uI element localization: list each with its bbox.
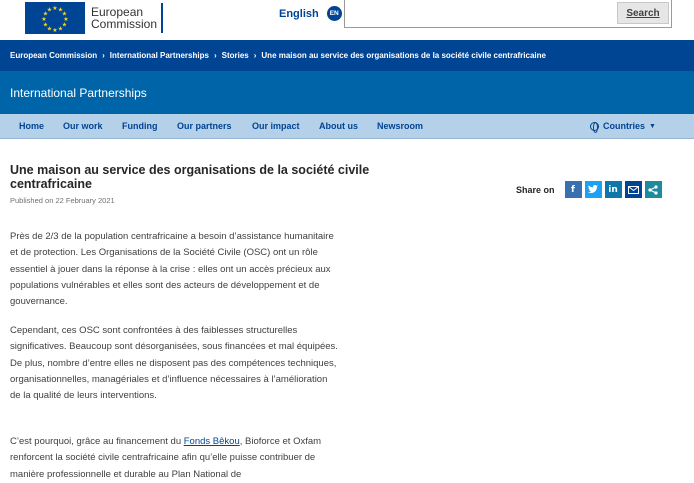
language-label[interactable]: English: [279, 7, 319, 20]
paragraph-3-text-before: C’est pourquoi, grâce au financement du: [10, 436, 184, 447]
svg-text:★: ★: [63, 16, 69, 23]
email-icon[interactable]: [625, 181, 642, 198]
nav-item-newsroom[interactable]: Newsroom: [377, 121, 424, 131]
share-bar: [516, 181, 665, 198]
share-label: Share on: [516, 184, 555, 195]
language-selector[interactable]: [279, 6, 342, 21]
chevron-right-icon: ›: [213, 51, 217, 60]
breadcrumb: [0, 40, 694, 71]
page-title: Une maison au service des organisations de la société civile centrafricaine: [10, 163, 370, 191]
fonds-bekou-link[interactable]: Fonds Bêkou: [183, 436, 240, 447]
european-commission-logo[interactable]: [25, 2, 163, 34]
share-nodes-icon: [648, 185, 658, 195]
more-share-icon[interactable]: [645, 181, 662, 198]
svg-text:★: ★: [42, 10, 49, 18]
nav-item-about-us[interactable]: About us: [319, 121, 358, 131]
countries-dropdown[interactable]: [590, 121, 656, 131]
nav-item-our-work[interactable]: Our work: [63, 121, 103, 131]
paragraph-3-text-after: , Bioforce et Oxfam renforcent la société civile centrafricaine afin qu’elle puisse contribuer de manière professionnelle et durable au Plan National de: [10, 436, 322, 480]
caret-down-icon: ▼: [649, 122, 656, 130]
site-name[interactable]: International Partnerships: [10, 85, 147, 100]
globe-icon: [590, 122, 599, 131]
main-navigation: [0, 114, 694, 139]
site-name-bar: [0, 71, 694, 114]
site-header: [0, 0, 694, 40]
chevron-right-icon: ›: [102, 51, 105, 60]
svg-text:★: ★: [52, 27, 58, 34]
svg-text:★: ★: [46, 25, 53, 33]
article-paragraph-3: [10, 434, 340, 483]
eu-stars-icon: [25, 2, 85, 34]
svg-text:★: ★: [41, 16, 47, 23]
article-paragraph-2: Cependant, ces OSC sont confrontées à des faiblesses structurelles significatives. Beaucoup sont désorganisées, sous financées et mal équipées. De plus, nombre d’entre elles ne disposent pas des compétences techniques, organisationnelles, managériales et d’influence nécessaires à l’amélioration de la qualité de leurs interventions.: [10, 325, 338, 402]
search-form: [344, 0, 672, 28]
search-input[interactable]: [345, 0, 617, 27]
nav-item-our-impact[interactable]: Our impact: [252, 121, 300, 131]
svg-text:★: ★: [61, 21, 68, 29]
breadcrumb-item-european-commission[interactable]: European Commission: [10, 51, 98, 60]
linkedin-icon[interactable]: in: [605, 181, 622, 198]
logo-text: [91, 3, 163, 33]
logo-line-2: Commission: [91, 17, 158, 31]
breadcrumb-item-stories[interactable]: Stories: [221, 51, 249, 60]
search-button[interactable]: Search: [617, 2, 669, 24]
svg-text:★: ★: [46, 6, 53, 14]
published-date: Published on 22 February 2021: [10, 196, 115, 205]
facebook-icon[interactable]: f: [565, 181, 582, 198]
twitter-bird-icon: [588, 185, 598, 194]
article-paragraph-1: Près de 2/3 de la population centrafricaine a besoin d’assistance humanitaire et de protection. Les Organisations de la Société Civile (OSC) ont un rôle essentiel à jouer dans la réponse à la crise : elles ont un accès précieux aux populations vulnérables et elles sont des acteurs de développement et de gouvernance.: [10, 231, 334, 308]
svg-text:★: ★: [52, 5, 58, 12]
svg-text:★: ★: [57, 25, 64, 33]
breadcrumb-item-current: Une maison au service des organisations de la société civile centrafricaine: [261, 51, 546, 60]
nav-item-our-partners[interactable]: Our partners: [177, 121, 232, 131]
countries-label: Countries: [603, 121, 646, 131]
nav-item-funding[interactable]: Funding: [122, 121, 158, 131]
logo-line-1: European: [91, 5, 144, 19]
svg-text:★: ★: [57, 6, 64, 14]
eu-flag-icon: [25, 2, 85, 34]
breadcrumb-item-international-partnerships[interactable]: International Partnerships: [109, 51, 209, 60]
twitter-icon[interactable]: [585, 181, 602, 198]
svg-text:★: ★: [42, 21, 49, 29]
chevron-right-icon: ›: [253, 51, 257, 60]
svg-text:★: ★: [61, 10, 68, 18]
nav-item-home[interactable]: Home: [19, 121, 45, 131]
language-code-icon[interactable]: EN: [327, 6, 342, 21]
envelope-icon: [628, 186, 639, 194]
